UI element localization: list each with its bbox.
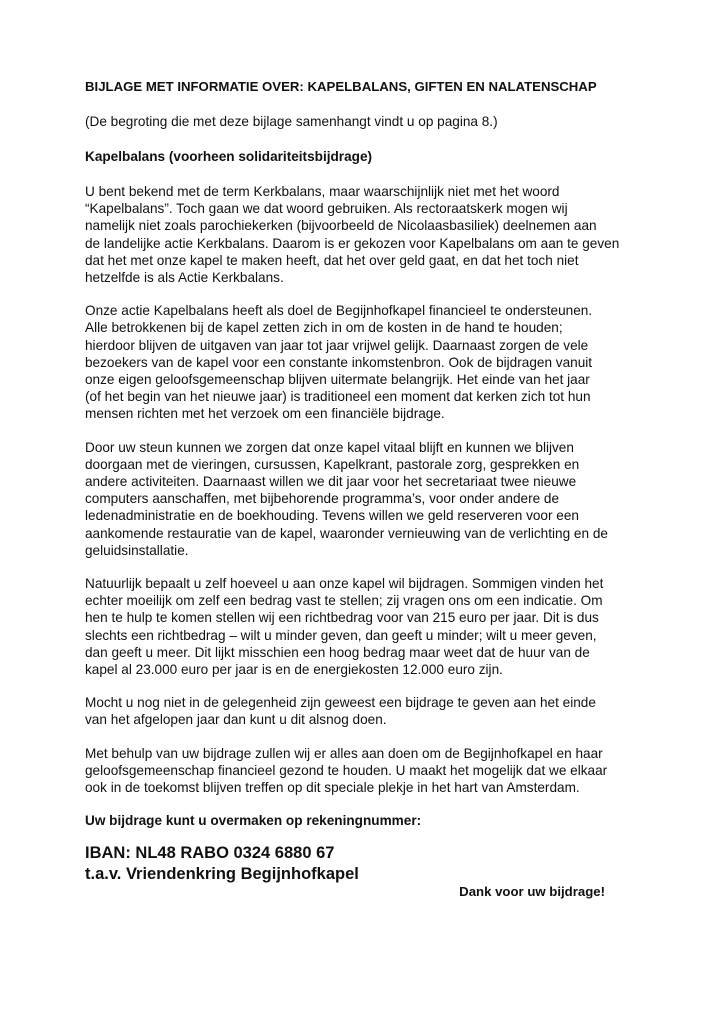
paragraph-line: doorgaan met de vieringen, cursussen, Kapelkrant, pastorale zorg, gesprekken en [85,456,580,472]
paragraph-line: Door uw steun kunnen we zorgen dat onze kapel vitaal blijft en kunnen we blijven [85,439,574,455]
paragraph-line: U bent bekend met de term Kerkbalans, maar waarschijnlijk niet met het woord [85,184,560,199]
paragraph-line: ledenadministratie en de boekhouding. Tevens willen we geld reserveren voor een [85,508,579,524]
paragraph-line: onze eigen geloofsgemeenschap blijven uitermate belangrijk. Het einde van het jaar [85,372,590,388]
paragraph-line: de landelijke actie Kerkbalans. Daarom is er gekozen voor Kapelbalans om aan te geven [85,235,620,251]
paragraph-line: hierdoor blijven de uitgaven van jaar tot jaar vrijwel gelijk. Daarnaast zorgen de vele [85,337,589,353]
paragraph-line: hetzelfde is als Actie Kerkbalans. [85,270,284,286]
paragraph-line: andere activiteiten. Daarnaast willen we dit jaar voor het secretariaat twee nieuwe [85,474,577,490]
intro-note: (De begroting die met deze bijlage samenhangt vindt u op pagina 8.) [85,114,498,129]
body-paragraph [85,183,620,286]
paragraph-line: Mocht u nog niet in de gelegenheid zijn geweest een bijdrage te geven aan het einde [85,695,596,711]
paragraph-line: geluidsinstallatie. [85,542,189,558]
payment-intro: Uw bijdrage kunt u overmaken op rekeningnummer: [85,813,422,829]
body-paragraph [85,575,605,678]
document-page [85,78,620,900]
body-paragraph [85,302,605,422]
paragraph-line: (of het begin van het nieuwe jaar) is traditioneel een moment dat kerken zich tot hun [85,389,591,405]
paragraph-line: slechts een richtbedrag – wilt u minder geven, dan geeft u minder; wilt u meer geven, [85,627,597,643]
body-paragraph [85,694,605,728]
recipient-name: t.a.v. Vriendenkring Begijnhofkapel [85,865,359,884]
paragraph-line: Alle betrokkenen bij de kapel zetten zich in om de kosten in de hand te houden; [85,320,563,336]
paragraph-line: mensen richten met het verzoek om een financiële bijdrage. [85,406,445,422]
body-paragraph [85,745,608,797]
section-heading: Kapelbalans (voorheen solidariteitsbijdrage) [85,149,373,164]
body-paragraphs [85,183,620,796]
paragraph-line: geloofsgemeenschap financieel gezond te houden. U maakt het mogelijk dat we elkaar [85,762,608,778]
body-paragraph [85,439,608,559]
paragraph-line: kapel al 23.000 euro per jaar is en de energiekosten 12.000 euro zijn. [85,662,503,678]
paragraph-line: echter moeilijk om zelf een bedrag vast te stellen; zij vragen ons om een indicatie. Om [85,593,603,609]
paragraph-line: aankomende restauratie van de kapel, waaronder vernieuwing van de verlichting en de [85,525,608,541]
iban-number: IBAN: NL48 RABO 0324 6880 67 [85,844,335,863]
paragraph-line: Natuurlijk bepaalt u zelf hoeveel u aan onze kapel wil bijdragen. Sommigen vinden het [85,576,604,592]
paragraph-line: “Kapelbalans”. Toch gaan we dat woord gebruiken. Als rectoraatskerk mogen wij [85,201,568,217]
document-title: BIJLAGE MET INFORMATIE OVER: KAPELBALANS, GIFTEN EN NALATENSCHAP [85,79,597,94]
paragraph-line: dat het met onze kapel te maken heeft, dat het over geld gaat, en dat het toch niet [85,252,579,268]
paragraph-line: Met behulp van uw bijdrage zullen wij er alles aan doen om de Begijnhofkapel en haar [85,745,603,761]
paragraph-line: Onze actie Kapelbalans heeft als doel de Begijnhofkapel financieel te ondersteunen. [85,303,593,319]
thanks-note: Dank voor uw bijdrage! [459,884,605,900]
paragraph-line: namelijk niet zoals parochiekerken (bijvoorbeeld de Nicolaasbasiliek) deelnemen aan [85,218,597,234]
paragraph-line: bezoekers van de kapel voor een constante inkomstenbron. Ook de bijdragen vanuit [85,354,593,370]
paragraph-line: ook in de toekomst blijven treffen op dit speciale plekje in het hart van Amsterdam. [85,780,580,796]
payment-details [85,843,605,885]
paragraph-line: dan geeft u meer. Dit lijkt misschien een hoog bedrag maar weet dat de huur van de [85,644,590,660]
paragraph-line: computers aanschaffen, met bijbehorende programma’s, voor onder andere de [85,491,560,507]
paragraph-line: van het afgelopen jaar dan kunt u dit alsnog doen. [85,712,387,728]
paragraph-line: hen te hulp te komen stellen wij een richtbedrag voor van 215 euro per jaar. Dit is dus [85,610,599,626]
